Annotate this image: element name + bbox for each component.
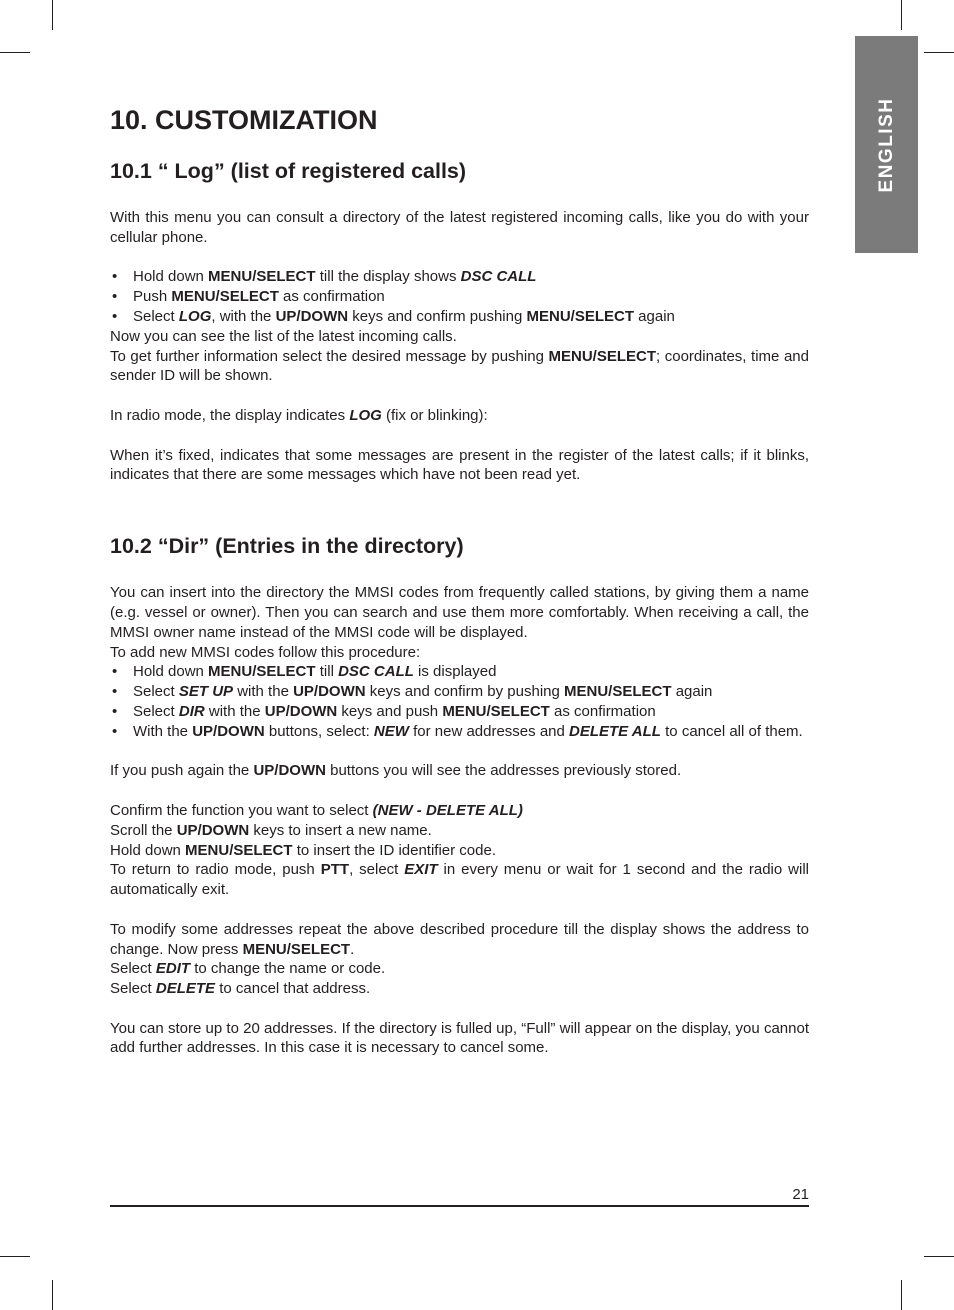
paragraph: In radio mode, the display indicates LOG (fix or blinking): bbox=[110, 406, 488, 424]
page-title: 10. CUSTOMIZATION bbox=[110, 105, 378, 135]
crop-mark bbox=[0, 1256, 30, 1257]
footer-rule bbox=[110, 1205, 809, 1207]
crop-mark bbox=[901, 0, 902, 30]
list-item: • Hold down MENU/SELECT till DSC CALL is displayed bbox=[110, 662, 809, 682]
list-item: • Select LOG, with the UP/DOWN keys and confirm pushing MENU/SELECT again bbox=[110, 307, 809, 327]
paragraph: If you push again the UP/DOWN buttons you will see the addresses previously stored. bbox=[110, 762, 682, 780]
paragraph: You can insert into the directory the MMSI codes from frequently called stations, by giving them a name (e.g. vessel or owner). Then you can search and use them more comfortably. When receiving a call, the MMSI owner name instead of the MMSI code will be displayed. bbox=[110, 584, 809, 641]
crop-mark bbox=[901, 1280, 902, 1310]
paragraph: With this menu you can consult a directory of the latest registered incoming calls, like you do with your cellular phone. bbox=[110, 209, 809, 246]
language-tab bbox=[855, 36, 918, 253]
paragraph: Now you can see the list of the latest incoming calls. bbox=[110, 327, 457, 345]
paragraph: To add new MMSI codes follow this procedure: bbox=[110, 643, 421, 661]
paragraph: Select DELETE to cancel that address. bbox=[110, 980, 371, 998]
language-tab-label: ENGLISH bbox=[875, 97, 897, 192]
paragraph: To return to radio mode, push PTT, select EXIT in every menu or wait for 1 second and the radio will automatically exit. bbox=[110, 861, 809, 899]
crop-mark bbox=[0, 52, 30, 53]
list-item: • Select SET UP with the UP/DOWN keys and confirm by pushing MENU/SELECT again bbox=[110, 682, 809, 702]
paragraph: Select EDIT to change the name or code. bbox=[110, 960, 386, 978]
bullet-list bbox=[110, 267, 809, 326]
section-heading-log: 10.1 “ Log” (list of registered calls) bbox=[110, 159, 467, 183]
list-item: • Hold down MENU/SELECT till the display shows DSC CALL bbox=[110, 267, 809, 287]
paragraph: When it’s fixed, indicates that some messages are present in the register of the latest calls; if it blinks, indicates that there are some messages which have not been read yet. bbox=[110, 446, 809, 484]
paragraph: Scroll the UP/DOWN keys to insert a new name. bbox=[110, 821, 432, 839]
page-number: 21 bbox=[792, 1186, 809, 1203]
paragraph: Confirm the function you want to select (NEW - DELETE ALL) bbox=[110, 801, 523, 819]
page-content bbox=[110, 103, 809, 1058]
paragraph: To modify some addresses repeat the above described procedure till the display shows the address to change. Now press MENU/SELECT. bbox=[110, 920, 809, 958]
paragraph: To get further information select the desired message by pushing MENU/SELECT; coordinates, time and sender ID will be shown. bbox=[110, 347, 809, 385]
bullet-list bbox=[110, 662, 809, 741]
list-item: • With the UP/DOWN buttons, select: NEW for new addresses and DELETE ALL to cancel all of them. bbox=[110, 722, 809, 742]
crop-mark bbox=[52, 0, 53, 30]
crop-mark bbox=[924, 52, 954, 53]
section-heading-dir: 10.2 “Dir” (Entries in the directory) bbox=[110, 534, 464, 559]
paragraph: Hold down MENU/SELECT to insert the ID identifier code. bbox=[110, 841, 496, 859]
list-item: • Select DIR with the UP/DOWN keys and push MENU/SELECT as confirmation bbox=[110, 702, 809, 722]
crop-mark bbox=[52, 1280, 53, 1310]
list-item: • Push MENU/SELECT as confirmation bbox=[110, 287, 809, 307]
paragraph: You can store up to 20 addresses. If the directory is fulled up, “Full” will appear on the display, you cannot add further addresses. In this case it is necessary to cancel some. bbox=[110, 1019, 809, 1057]
crop-mark bbox=[924, 1256, 954, 1257]
